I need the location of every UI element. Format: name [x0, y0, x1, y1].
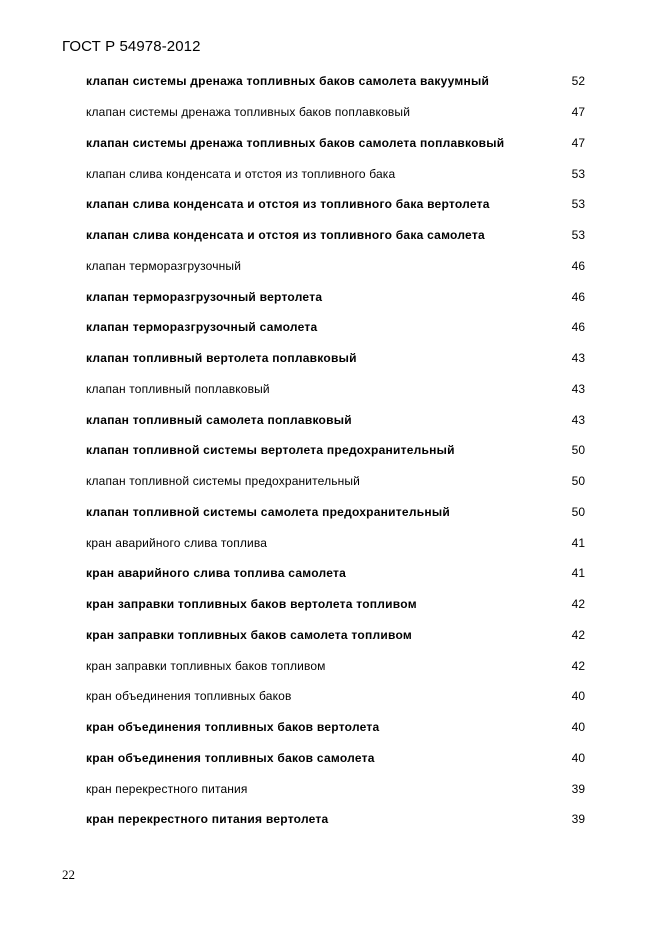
index-entry: [86, 497, 586, 528]
index-page-ref: 53: [571, 228, 585, 243]
index-page-ref: 53: [571, 197, 585, 212]
index-term: кран объединения топливных баков самолета: [86, 750, 375, 765]
index-page-ref: 39: [571, 781, 585, 796]
index-term: клапан топливный вертолета поплавковый: [86, 351, 357, 366]
index-page-ref: 43: [571, 351, 585, 366]
index-page-ref: 40: [571, 720, 585, 735]
index-term: кран объединения топливных баков: [86, 689, 292, 704]
index-page-ref: 42: [571, 658, 585, 673]
index-term: кран перекрестного питания: [86, 781, 248, 796]
index-page-ref: 42: [571, 597, 585, 612]
index-page-ref: 47: [571, 135, 585, 150]
index-term: клапан топливной системы самолета предохранительный: [86, 504, 450, 519]
index-page-ref: 47: [571, 105, 585, 120]
index-term: кран заправки топливных баков самолета топливом: [86, 627, 412, 642]
index-term: клапан терморазгрузочный самолета: [86, 320, 318, 335]
index-entry: [86, 435, 586, 466]
index-term: клапан слива конденсата и отстоя из топливного бака самолета: [86, 228, 485, 243]
index-entry: [86, 220, 586, 251]
index-page-ref: 41: [571, 535, 585, 550]
index-entry: [86, 189, 586, 220]
document-header: ГОСТ Р 54978-2012: [62, 38, 201, 55]
index-entry: [86, 773, 586, 804]
index-term: клапан топливный поплавковый: [86, 381, 270, 396]
index-page-ref: 50: [571, 443, 585, 458]
index-term: клапан системы дренажа топливных баков самолета вакуумный: [86, 74, 490, 89]
index-entry: [86, 343, 586, 374]
index-entry: [86, 374, 586, 405]
index-entry: [86, 466, 586, 497]
index-term: клапан топливной системы предохранительный: [86, 474, 361, 489]
index-entry: [86, 158, 586, 189]
index-term: клапан слива конденсата и отстоя из топливного бака: [86, 166, 396, 181]
index-entry: [86, 620, 586, 651]
index-entry: [86, 650, 586, 681]
index-entry: [86, 97, 586, 128]
index-entry: [86, 312, 586, 343]
index-term: клапан слива конденсата и отстоя из топливного бака вертолета: [86, 197, 490, 212]
index-page-ref: 40: [571, 750, 585, 765]
index-entry: [86, 804, 586, 835]
index-page-ref: 46: [571, 289, 585, 304]
index-entry: [86, 128, 586, 159]
index-term: кран перекрестного питания вертолета: [86, 812, 329, 827]
index-page-ref: 43: [571, 381, 585, 396]
index-entry: [86, 251, 586, 282]
index-page-ref: 53: [571, 166, 585, 181]
index-page-ref: 46: [571, 258, 585, 273]
index-page-ref: 42: [571, 627, 585, 642]
page-number: 22: [62, 867, 75, 882]
index-page-ref: 50: [571, 474, 585, 489]
index-term: клапан топливной системы вертолета предохранительный: [86, 443, 455, 458]
index-page-ref: 46: [571, 320, 585, 335]
index-term: клапан терморазгрузочный вертолета: [86, 289, 323, 304]
index-entry: [86, 712, 586, 743]
index-term: клапан терморазгрузочный: [86, 258, 242, 273]
index-term: кран заправки топливных баков вертолета топливом: [86, 597, 417, 612]
index-page-ref: 39: [571, 812, 585, 827]
index-page-ref: 52: [571, 74, 585, 89]
term-index-list: [86, 66, 586, 835]
index-entry: [86, 681, 586, 712]
index-entry: [86, 589, 586, 620]
index-page-ref: 41: [571, 566, 585, 581]
index-term: клапан системы дренажа топливных баков поплавковый: [86, 105, 411, 120]
index-entry: [86, 66, 586, 97]
index-entry: [86, 743, 586, 774]
index-term: клапан топливный самолета поплавковый: [86, 412, 352, 427]
index-entry: [86, 281, 586, 312]
index-term: кран заправки топливных баков топливом: [86, 658, 326, 673]
index-term: кран аварийного слива топлива самолета: [86, 566, 347, 581]
index-term: кран аварийного слива топлива: [86, 535, 268, 550]
index-entry: [86, 527, 586, 558]
index-entry: [86, 558, 586, 589]
index-term: кран объединения топливных баков вертолета: [86, 720, 380, 735]
index-page-ref: 40: [571, 689, 585, 704]
index-page-ref: 43: [571, 412, 585, 427]
index-entry: [86, 404, 586, 435]
index-page-ref: 50: [571, 504, 585, 519]
index-term: клапан системы дренажа топливных баков самолета поплавковый: [86, 135, 505, 150]
